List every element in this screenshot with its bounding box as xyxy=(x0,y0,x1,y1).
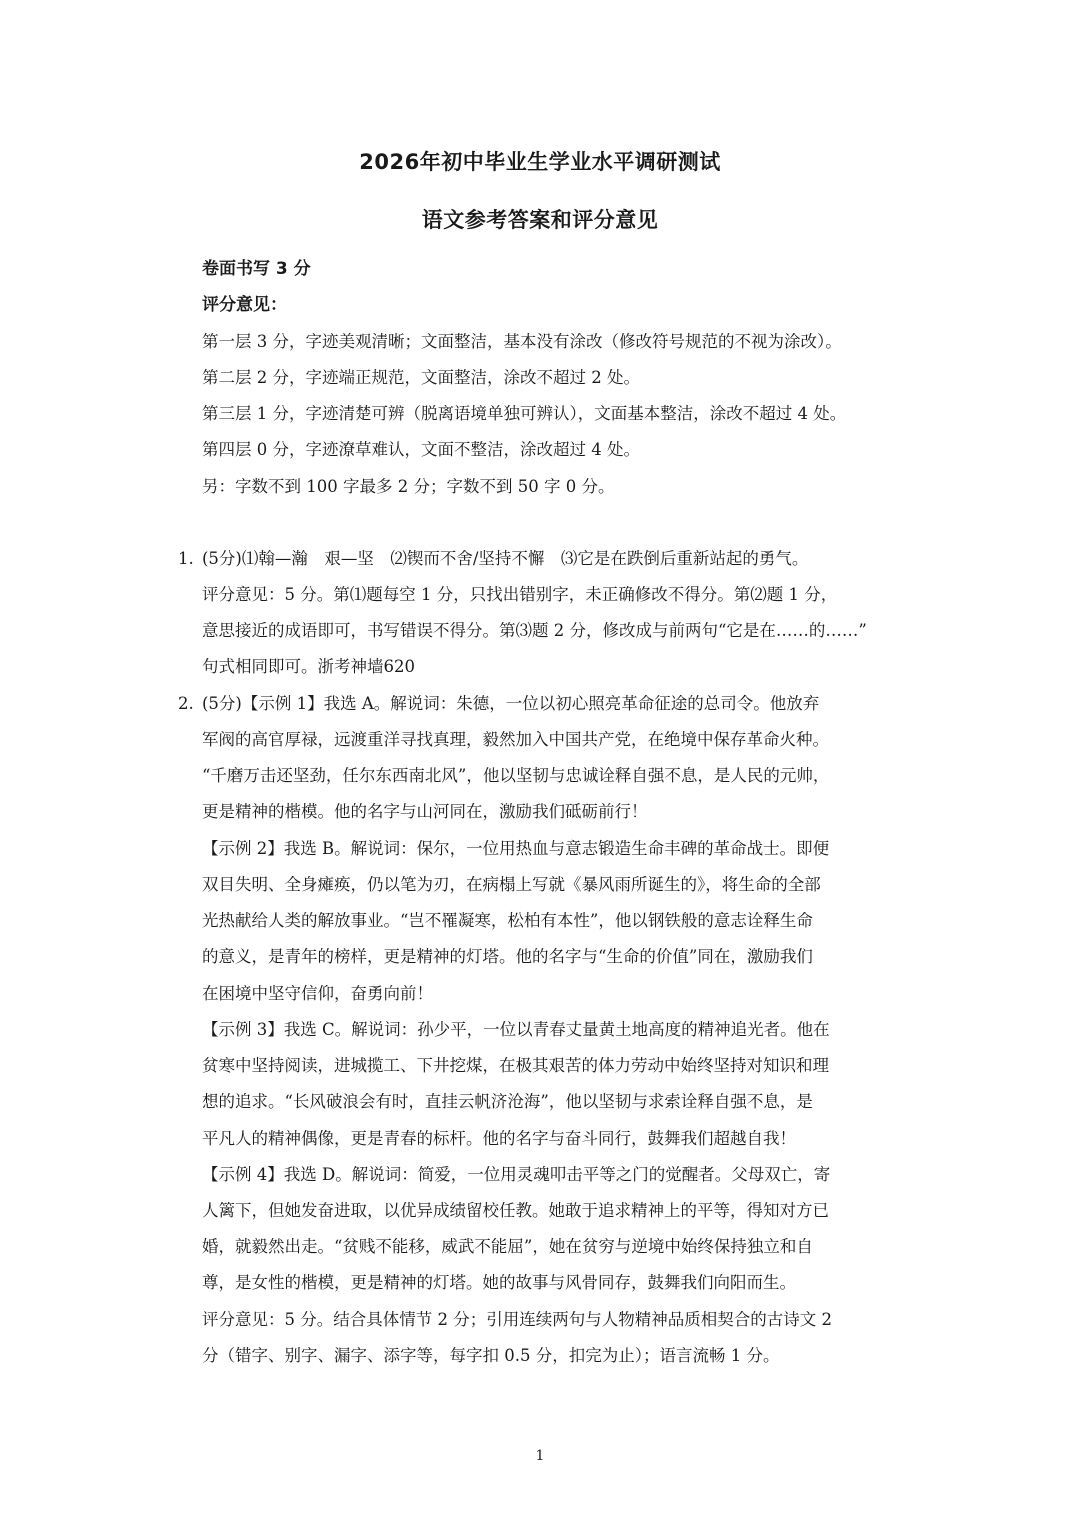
question-line: 的意义，是青年的榜样，更是精神的灯塔。他的名字与“生命的价值”同在，激励我们 xyxy=(202,947,813,966)
question-line: 分（错字、别字、漏字、添字等，每字扣 0.5 分，扣完为止）；语言流畅 1 分。 xyxy=(202,1346,780,1365)
question-line: 双目失明、全身瘫痪，仍以笔为刃，在病榻上写就《暴风雨所诞生的》，将生命的全部 xyxy=(202,875,821,894)
question-line: 句式相同即可。浙考神墙620 xyxy=(202,657,415,676)
question-number: 2. xyxy=(178,694,194,713)
question-line: 更是精神的楷模。他的名字与山河同在，激励我们砥砺前行！ xyxy=(202,802,648,821)
question-line: 【示例 3】我选 C。解说词：孙少平，一位以青春丈量黄土地高度的精神追光者。他在 xyxy=(202,1020,830,1039)
page-number: 1 xyxy=(535,1448,545,1464)
document-title: 2026年初中毕业生学业水平调研测试 xyxy=(359,150,721,174)
question-line: 想的追求。“长风破浪会有时，直挂云帆济沧海”，他以坚韧与求索诠释自强不息，是 xyxy=(202,1092,813,1111)
question-line: 光热献给人类的解放事业。“岂不罹凝寒，松柏有本性”，他以钢铁般的意志诠释生命 xyxy=(202,911,813,930)
question-line: 【示例 4】我选 D。解说词：简爱，一位用灵魂叩击平等之门的觉醒者。父母双亡，寄 xyxy=(202,1165,831,1184)
handwriting-level: 第二层 2 分，字迹端正规范，文面整洁，涂改不超过 2 处。 xyxy=(202,368,640,387)
handwriting-level: 第三层 1 分，字迹清楚可辨（脱离语境单独可辨认），文面基本整洁，涂改不超过 4 处。 xyxy=(202,404,847,423)
question-line: 评分意见：5 分。结合具体情节 2 分；引用连续两句与人物精神品质相契合的古诗文 2 xyxy=(202,1310,832,1329)
question-line: 【示例 2】我选 B。解说词：保尔，一位用热血与意志锻造生命丰碑的革命战士。即便 xyxy=(202,839,830,858)
question-line: 军阀的高官厚禄，远渡重洋寻找真理，毅然加入中国共产党，在绝境中保存革命火种。 xyxy=(202,730,829,749)
question-line: “千磨万击还坚劲，任尔东西南北风”，他以坚韧与忠诚诠释自强不息，是人民的元帅， xyxy=(202,766,830,785)
question-line: 婚，就毅然出走。“贫贱不能移，威武不能屈”，她在贫穷与逆境中始终保持独立和自 xyxy=(202,1237,813,1256)
handwriting-level: 第一层 3 分，字迹美观清晰；文面整洁，基本没有涂改（修改符号规范的不视为涂改）。 xyxy=(202,332,842,351)
handwriting-criteria-label: 评分意见： xyxy=(202,295,287,315)
question-line: 贫寒中坚持阅读，进城揽工、下井挖煤，在极其艰苦的体力劳动中始终坚持对知识和理 xyxy=(202,1056,829,1075)
question-line: 评分意见：5 分。第⑴题每空 1 分，只找出错别字，未正确修改不得分。第⑵题 1 分， xyxy=(202,585,838,604)
question-line: (5分)⑴翰—瀚 艰—坚 ⑵锲而不舍/坚持不懈 ⑶它是在跌倒后重新站起的勇气。 xyxy=(202,549,809,568)
question-line: 人篱下，但她发奋进取，以优异成绩留校任教。她敢于追求精神上的平等，得知对方已 xyxy=(202,1201,829,1220)
question-line: 在困境中坚守信仰，奋勇向前！ xyxy=(202,984,433,1003)
question-line: (5分)【示例 1】我选 A。解说词：朱德，一位以初心照亮革命征途的总司令。他放弃 xyxy=(202,694,820,713)
question-line: 尊，是女性的楷模，更是精神的灯塔。她的故事与风骨同存，鼓舞我们向阳而生。 xyxy=(202,1273,796,1292)
question-number: 1. xyxy=(178,549,194,568)
document-subtitle: 语文参考答案和评分意见 xyxy=(421,208,659,232)
handwriting-level: 第四层 0 分，字迹潦草难认，文面不整洁，涂改超过 4 处。 xyxy=(202,440,640,459)
question-line: 意思接近的成语即可，书写错误不得分。第⑶题 2 分，修改成与前两句“它是在……的……” xyxy=(202,621,867,640)
question-line: 平凡人的精神偶像，更是青春的标杆。他的名字与奋斗同行，鼓舞我们超越自我！ xyxy=(202,1129,796,1148)
handwriting-note: 另：字数不到 100 字最多 2 分；字数不到 50 字 0 分。 xyxy=(202,477,615,496)
handwriting-heading: 卷面书写 3 分 xyxy=(202,259,311,279)
